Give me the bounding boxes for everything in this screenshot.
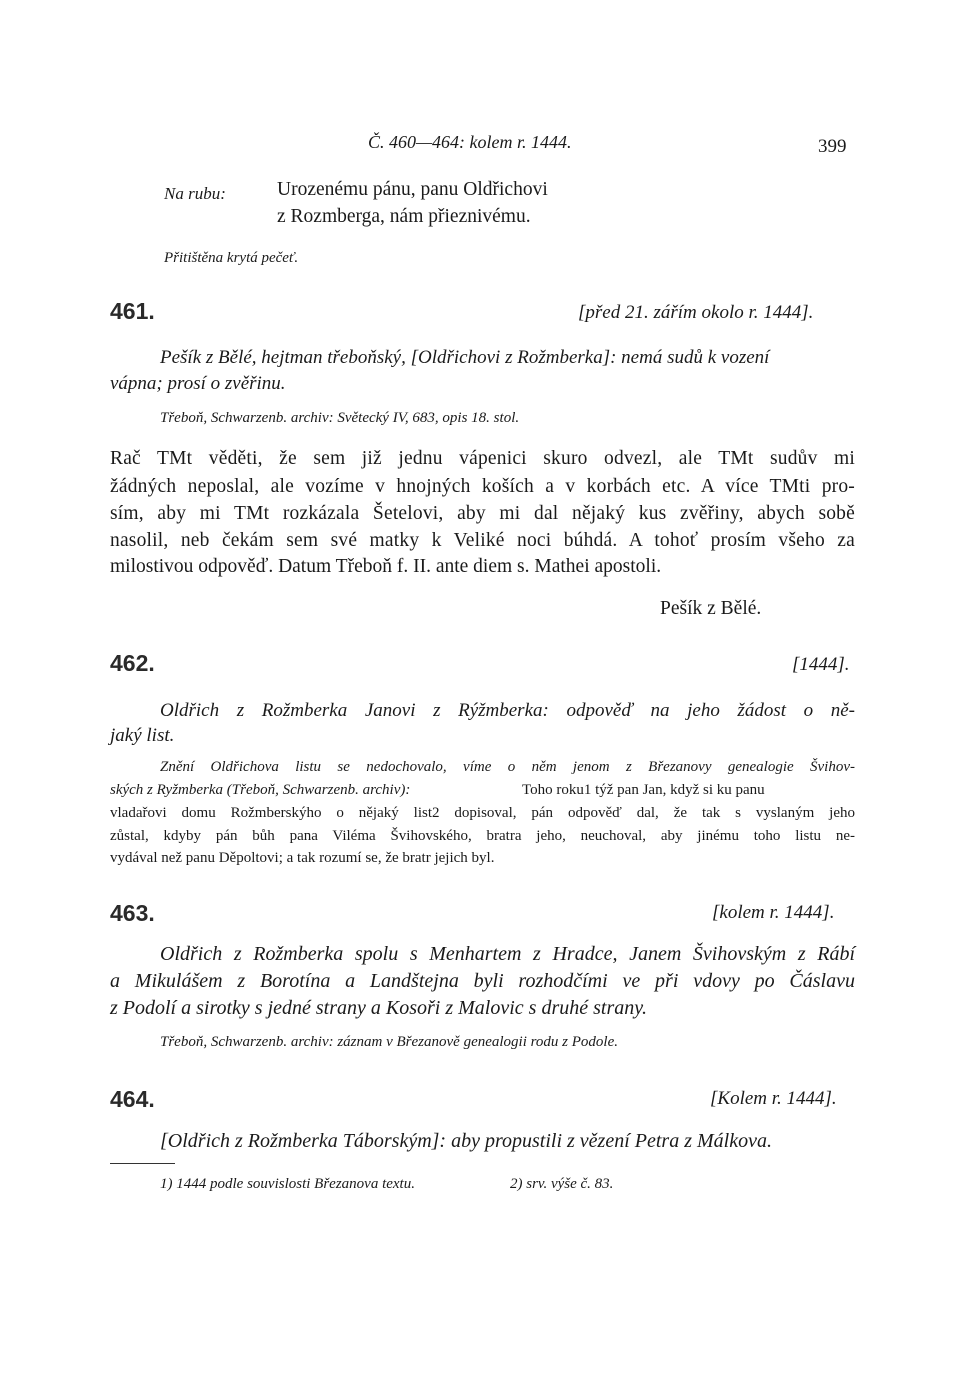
note-462-line-3: vladařovi domu Rožmberskýho o nějaký list2 dopisoval, pán odpověď dal, že tak s vyslaným jeho [110, 805, 855, 821]
seal-note: Přitištěna krytá pečeť. [164, 250, 299, 266]
document-date-463: [kolem r. 1444]. [712, 902, 835, 923]
regest-463-line-3: z Podolí a sirotky s jedné strany a Kosoři z Malovic s druhé strany. [110, 997, 648, 1019]
text-461-line-1: Rač TMt věděti, že sem již jednu vápenici skuro odvezl, ale TMt sudův mi [110, 448, 855, 469]
footnote-rule [110, 1163, 175, 1164]
regest-461-line-2: vápna; prosí o zvěřinu. [110, 373, 286, 394]
signature-461: Pešík z Bělé. [660, 598, 762, 619]
text-461-line-5: milostivou odpověď. Datum Třeboň f. II. ante diem s. Mathei apostoli. [110, 556, 662, 577]
document-date-462: [1444]. [792, 654, 850, 675]
regest-461-line-1: Pešík z Bělé, hejtman třeboňský, [Oldřichovi z Rožmberka]: nemá sudů k vození [160, 347, 770, 368]
regest-464: [Oldřich z Rožmberka Táborským]: aby propustili z vězení Petra z Málkova. [160, 1130, 772, 1152]
note-462-line-4: zůstal, kdyby pán bůh pana Viléma Švihovského, bratra jeho, neuchoval, aby jinému toho listu ne- [110, 828, 855, 844]
note-462-line-2: ských z Ryžmberka (Třeboň, Schwarzenb. archiv): [110, 782, 411, 798]
address-line-1: Urozenému pánu, panu Oldřichovi [277, 179, 548, 200]
footnote-2: 2) srv. výše č. 83. [510, 1176, 614, 1192]
footnote-1: 1) 1444 podle souvislosti Březanova textu. [160, 1176, 415, 1192]
regest-463-line-2: a Mikulášem z Borotína a Landštejna byli rozhodčími ve při vdovy po Čáslavu [110, 970, 855, 992]
source-463: Třeboň, Schwarzenb. archiv: záznam v Březanově genealogii rodu z Podole. [160, 1034, 618, 1050]
note-462-line-5: vydával než panu Děpoltovi; a tak rozumí se, že bratr jejich byl. [110, 850, 495, 866]
source-461: Třeboň, Schwarzenb. archiv: Světecký IV, 683, opis 18. stol. [160, 410, 520, 426]
document-date-464: [Kolem r. 1444]. [710, 1088, 837, 1109]
page-number: 399 [818, 136, 847, 157]
document-number-463: 463. [110, 900, 155, 926]
address-label: Na rubu: [164, 184, 226, 203]
text-461-line-3: sím, aby mi TMt rozkázala Šetelovi, aby mi dal nějaký kus zvěřiny, abych sobě [110, 503, 855, 524]
document-number-461: 461. [110, 298, 155, 324]
note-462-line-2-tail: Toho roku1 týž pan Jan, když si ku panu [522, 782, 765, 798]
text-461-line-2: žádných neposlal, ale vozíme v hnojných koších a v korbách etc. A více TMti pro- [110, 476, 855, 497]
address-line-2: z Rozmberga, nám přieznivému. [277, 206, 531, 227]
document-number-462: 462. [110, 650, 155, 676]
regest-462-line-2: jaký list. [110, 725, 175, 746]
running-head: Č. 460—464: kolem r. 1444. [368, 132, 572, 152]
regest-462-line-1: Oldřich z Rožmberka Janovi z Rýžmberka: odpověď na jeho žádost o ně- [160, 700, 855, 721]
document-date-461: [před 21. zářím okolo r. 1444]. [578, 302, 814, 323]
regest-463-line-1: Oldřich z Rožmberka spolu s Menhartem z Hradce, Janem Švihovským z Rábí [160, 943, 855, 965]
note-462-line-1: Znění Oldřichova listu se nedochovalo, víme o něm jenom z Březanovy genealogie Švihov- [160, 759, 855, 775]
text-461-line-4: nasolil, neb čekám sem své matky k Veliké noci búhdá. A tohoť prosím všeho za [110, 530, 855, 551]
document-number-464: 464. [110, 1086, 155, 1112]
